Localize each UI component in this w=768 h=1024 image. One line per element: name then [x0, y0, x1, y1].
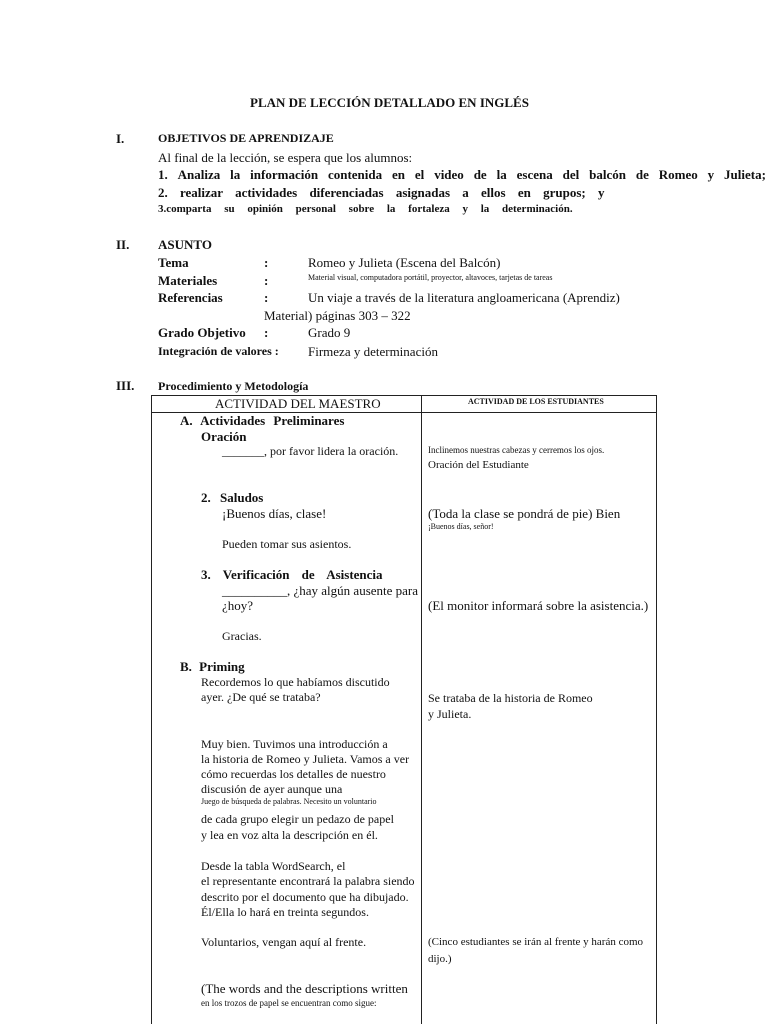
subject-label: Tema — [158, 255, 189, 270]
grade-value: Grado 9 — [308, 325, 351, 340]
page-title: PLAN DE LECCIÓN DETALLADO EN INGLÉS — [250, 95, 529, 110]
subject-value: Romeo y Julieta (Escena del Balcón) — [308, 255, 501, 270]
priming-heading: B. Priming — [180, 659, 245, 674]
values-value: Firmeza y determinación — [308, 344, 438, 359]
objective-3: 3.comparta su opinión personal sobre la fortaleza y la determinación. — [158, 203, 573, 215]
grade-sep: : — [264, 325, 269, 340]
objective-1-word: y — [707, 167, 715, 182]
objective-2: 2. realizar actividades diferenciadas asignadas a ellos en grupos; y — [158, 185, 605, 200]
wordsearch-line: el representante encontrará la palabra siendo — [201, 874, 415, 888]
prayer-instruction: _______, por favor lidera la oración. — [222, 444, 399, 458]
section-heading: OBJETIVOS DE APRENDIZAJE — [158, 131, 334, 145]
objective-1-word: la — [230, 167, 241, 182]
attendance-line: Gracias. — [222, 629, 262, 643]
objective-1-word: información — [250, 167, 319, 182]
objective-1-word: Julieta; — [724, 167, 766, 182]
student-response: (Cinco estudiantes se irán al frente y harán como — [428, 936, 644, 948]
priming-line: cómo recuerdas los detalles de nuestro — [201, 767, 386, 781]
student-response: Oración del Estudiante — [428, 459, 529, 471]
objective-1-word: contenida — [327, 167, 383, 182]
priming-line: Muy bien. Tuvimos una introducción a — [201, 737, 388, 751]
attendance-heading: 3. Verificación de Asistencia — [201, 567, 383, 582]
table-right-border — [656, 395, 657, 1024]
words-note: en los trozos de papel se encuentran como sigue: — [201, 998, 377, 1008]
objective-1-word: Analiza — [177, 167, 221, 182]
references-value-cont: Material) páginas 303 – 322 — [264, 308, 411, 323]
table-column-divider — [421, 395, 422, 1024]
objective-1 — [158, 167, 766, 183]
materials-value: Material visual, computadora portátil, proyector, altavoces, tarjetas de tareas — [308, 273, 553, 282]
wordsearch-line: Desde la tabla WordSearch, el — [201, 859, 346, 873]
column-header-students: ACTIVIDAD DE LOS ESTUDIANTES — [468, 397, 604, 406]
objective-1-word: Romeo — [658, 167, 698, 182]
references-value: Un viaje a través de la literatura angloamericana (Aprendiz) — [308, 290, 620, 305]
objective-1-word: el — [414, 167, 425, 182]
section-numeral: II. — [116, 237, 130, 252]
objective-1-word: del — [562, 167, 580, 182]
student-response: dijo.) — [428, 953, 452, 965]
priming-line: Recordemos lo que habíamos discutido — [201, 675, 390, 689]
prayer-heading: Oración — [201, 429, 247, 444]
objective-1-word: de — [635, 167, 649, 182]
objectives-intro: Al final de la lección, se espera que los alumnos: — [158, 150, 413, 165]
priming-line: Juego de búsqueda de palabras. Necesito un voluntario — [201, 797, 377, 806]
student-response: (El monitor informará sobre la asistencia.) — [428, 598, 649, 613]
values-label: Integración de valores : — [158, 344, 279, 358]
column-header-teacher: ACTIVIDAD DEL MAESTRO — [215, 396, 381, 411]
attendance-line: ¿hoy? — [222, 598, 254, 613]
objective-1-word: la — [496, 167, 507, 182]
priming-line: discusión de ayer aunque una — [201, 782, 343, 796]
subject-sep: : — [264, 255, 269, 270]
words-note: (The words and the descriptions written — [201, 981, 408, 996]
section-heading: Procedimiento y Metodología — [158, 379, 309, 393]
wordsearch-line: descrito por el documento que ha dibujado. — [201, 890, 409, 904]
objective-1-word: en — [392, 167, 406, 182]
materials-label: Materiales — [158, 273, 218, 288]
priming-line: la historia de Romeo y Julieta. Vamos a ver — [201, 752, 410, 766]
materials-sep: : — [264, 273, 269, 288]
references-label: Referencias — [158, 290, 223, 305]
priming-line: de cada grupo elegir un pedazo de papel — [201, 812, 394, 826]
objective-1-word: de — [473, 167, 487, 182]
student-response: (Toda la clase se pondrá de pie) Bien — [428, 506, 621, 521]
section-numeral: III. — [116, 378, 135, 393]
objective-1-word: escena — [516, 167, 553, 182]
section-heading: ASUNTO — [158, 237, 212, 252]
greeting-line: Pueden tomar sus asientos. — [222, 537, 352, 551]
objective-1-word: video — [434, 167, 464, 182]
attendance-line: __________, ¿hay algún ausente para — [222, 583, 419, 598]
student-response: ¡Buenos días, señor! — [428, 522, 494, 531]
wordsearch-line: Él/Ella lo hará en treinta segundos. — [201, 905, 369, 919]
student-response: y Julieta. — [428, 707, 472, 721]
table-left-border — [151, 395, 152, 1024]
section-numeral: I. — [116, 131, 125, 146]
greeting-line: ¡Buenos días, clase! — [222, 506, 327, 521]
greetings-heading: 2. Saludos — [201, 490, 264, 505]
volunteers-line: Voluntarios, vengan aquí al frente. — [201, 935, 367, 949]
student-response: Se trataba de la historia de Romeo — [428, 691, 593, 705]
priming-line: y lea en voz alta la descripción en él. — [201, 828, 378, 842]
preliminary-heading: A. Actividades Preliminares — [180, 413, 345, 428]
priming-line: ayer. ¿De qué se trataba? — [201, 690, 321, 704]
objective-1-word: balcón — [589, 167, 626, 182]
student-response: Inclinemos nuestras cabezas y cerremos los ojos. — [428, 445, 605, 455]
references-sep: : — [264, 290, 269, 305]
objective-1-word: 1. — [158, 167, 168, 182]
grade-label: Grado Objetivo — [158, 325, 246, 340]
